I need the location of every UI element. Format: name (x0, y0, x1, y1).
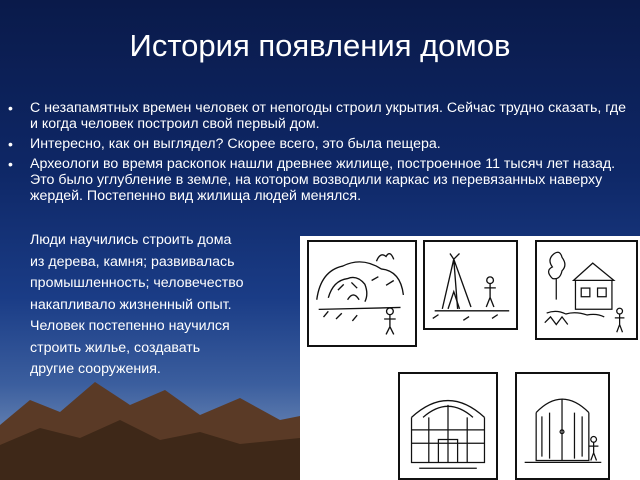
bullet-item (8, 100, 628, 132)
paragraph-line: промышленность; человечество (30, 275, 244, 291)
paragraph (30, 230, 300, 381)
house-drawing (535, 240, 638, 340)
bullet-dot-icon: • (8, 100, 13, 116)
paragraph-line: из дерева, камня; развивалась (30, 253, 235, 270)
bullet-text: Интересно, как он выглядел? Скорее всего, это была пещера. (30, 136, 441, 152)
bullet-dot-icon: • (8, 156, 13, 172)
paragraph-line: накапливало жизненный опыт. (30, 296, 232, 313)
cave-drawing (307, 240, 417, 347)
yurt-drawing (398, 372, 498, 480)
paragraph-line: Люди научились строить дома (30, 232, 232, 248)
house-icon (537, 242, 636, 338)
bullet-item (8, 136, 628, 152)
bullet-item (8, 156, 628, 204)
paragraph-line: строить жилье, создавать (30, 339, 201, 356)
gate-icon (517, 374, 608, 478)
hut-drawing (423, 240, 518, 330)
yurt-icon (400, 374, 496, 478)
bullet-dot-icon: • (8, 136, 13, 152)
hut-icon (425, 242, 516, 328)
bullet-text: Археологи во время раскопок нашли древнее жилище, построенное 11 тысяч лет назад. Это было углубление в земле, на котором возводили каркас из перевязанных наверху жердей. Постепенно вид жилища людей менялся. (30, 156, 616, 204)
cave-icon (309, 242, 415, 345)
slide-title: История появления домов (129, 28, 511, 63)
bullet-list (8, 100, 628, 208)
paragraph-line: Человек постепенно научился (30, 318, 230, 334)
paragraph-line: другие сооружения. (30, 361, 161, 377)
gate-drawing (515, 372, 610, 480)
bullet-text: С незапамятных времен человек от непогоды строил укрытия. Сейчас трудно сказать, где и когда человек построил свой первый дом. (30, 100, 627, 132)
